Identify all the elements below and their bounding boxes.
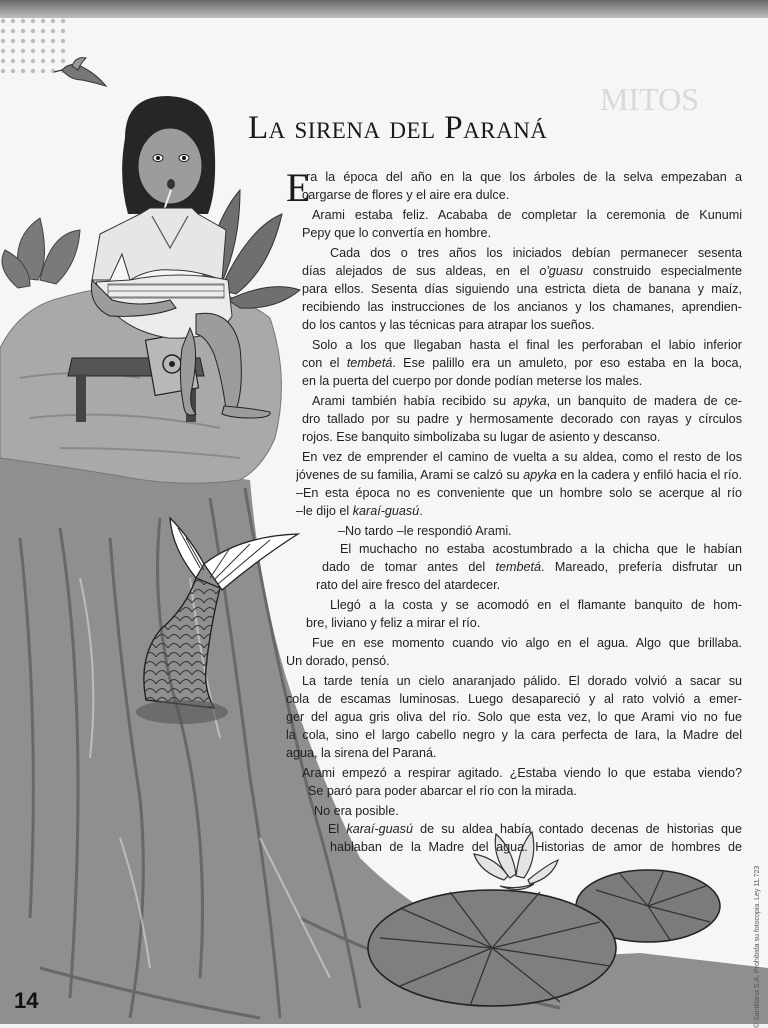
text-run: do los cantos y las técnicas para atrapar los sueños. (302, 318, 595, 332)
text-run: recibiendo las instrucciones de los ancianos y los chamanes, aprendien- (302, 300, 742, 314)
text-line (286, 690, 742, 708)
text-line (302, 354, 742, 372)
text-run: dro tallado por su padre y hermosamente decorado con rayas y círculos (302, 412, 742, 426)
story-title: La sirena del Paraná (248, 110, 548, 146)
text-line (312, 392, 742, 410)
text-run: de su aldea había contado decenas de historias que (412, 822, 742, 836)
text-line (302, 672, 742, 690)
italic-term: apyka (523, 468, 557, 482)
text-run: ger del agua gris oliva del río. Solo que esta vez, lo que Arami vio no fue (286, 710, 742, 724)
text-run: en la puerta del cuerpo por donde podían meterse los males. (302, 374, 643, 388)
corner-dots-top (0, 18, 70, 78)
text-run: cargarse de flores y el aire era dulce. (302, 188, 510, 202)
text-line (338, 522, 512, 540)
text-line (306, 168, 742, 186)
text-run: jóvenes de su familia, Arami se calzó su (296, 468, 524, 482)
text-line (330, 244, 742, 262)
text-line (302, 410, 742, 428)
text-run: El (328, 822, 347, 836)
text-line (312, 336, 742, 354)
italic-term: apyka (513, 394, 547, 408)
text-run: –No tardo –le respondió Arami. (338, 524, 512, 538)
italic-term: o'guasu (539, 264, 584, 278)
text-run: Arami también había recibido su (312, 394, 514, 408)
text-run: El muchacho no estaba acostumbrado a la chicha que le habían (340, 542, 742, 556)
text-run: . (419, 504, 423, 518)
text-line (316, 576, 500, 594)
italic-term: karaí-guasú (352, 504, 420, 518)
text-line (302, 280, 742, 298)
text-line (302, 448, 742, 466)
ghost-heading: MITOS (600, 81, 699, 117)
text-run: ra la época del año en la que los árboles de la selva empezaban a (306, 170, 742, 184)
text-line (286, 652, 390, 670)
text-line (328, 820, 742, 838)
text-line (302, 224, 491, 242)
text-run: . Mareado, prefería disfrutar un (541, 560, 742, 574)
text-run: –le dijo el (296, 504, 353, 518)
text-run: Cada dos o tres años los iniciados debían permanecer sesenta (330, 246, 742, 260)
text-run: La tarde tenía un cielo anaranjado pálido. El dorado volvió a sacar su (302, 674, 742, 688)
text-line (296, 502, 423, 520)
text-line (296, 484, 742, 502)
story-text (0, 165, 768, 854)
text-run: Un dorado, pensó. (286, 654, 390, 668)
italic-term: karaí-guasú (346, 822, 413, 836)
text-run: Arami estaba feliz. Acababa de completar la ceremonia de Kunumi (312, 208, 742, 222)
text-run: , un banquito de madera de ce- (546, 394, 742, 408)
text-run: dado de tomar antes del (322, 560, 496, 574)
text-run: para ellos. Sesenta días siguiendo una estricta dieta de banana y maíz, (302, 282, 742, 296)
text-line (340, 540, 742, 558)
scan-top-edge (0, 0, 768, 18)
text-run: En vez de emprender el camino de vuelta a su aldea, como el resto de los (302, 450, 742, 464)
text-run: hablaban de la Madre del agua. Historias de amor de hombres de (330, 840, 742, 854)
text-line (302, 372, 642, 390)
text-run: rojos. Ese banquito simbolizaba su lugar de asiento y descanso. (302, 430, 661, 444)
page-number: 14 (14, 988, 39, 1013)
text-line (322, 558, 742, 576)
text-run: la cola, sino el largo cabello negro y la cara perfecta de Iara, la Madre del (286, 728, 742, 742)
text-line (312, 206, 742, 224)
book-page (0, 18, 768, 1028)
text-run: con el (302, 356, 347, 370)
text-run: No era posible. (314, 804, 399, 818)
text-run: Solo a los que llegaban hasta el final les perforaban el labio inferior (312, 338, 742, 352)
text-line (302, 764, 742, 782)
text-line (302, 186, 509, 204)
text-line (314, 802, 399, 820)
text-line (286, 708, 742, 726)
text-line (302, 316, 595, 334)
text-line (308, 782, 577, 800)
text-line (330, 838, 742, 856)
drop-cap: E (286, 165, 311, 210)
text-line (286, 744, 437, 762)
text-line (330, 596, 742, 614)
text-run: en la cadera y enfiló hacia el río. (556, 468, 742, 482)
text-line (312, 634, 742, 652)
text-line (302, 298, 742, 316)
text-run: Arami empezó a respirar agitado. ¿Estaba viendo lo que estaba viendo? (302, 766, 742, 780)
text-run: Se paró para poder abarcar el río con la mirada. (308, 784, 577, 798)
text-line (302, 428, 660, 446)
text-run: Llegó a la costa y se acomodó en el flamante banquito de hom- (330, 598, 742, 612)
text-line (296, 466, 742, 484)
text-line (286, 726, 742, 744)
text-run: cola de escamas luminosas. Luego desapareció y al rato volvió a emer- (286, 692, 742, 706)
text-run: construido especialmente (583, 264, 742, 278)
text-line (306, 614, 480, 632)
italic-term: tembetá (346, 356, 393, 370)
text-run: . Ese palillo era un amuleto, por eso estaba en la boca, (392, 356, 742, 370)
text-run: –En esta época no es conveniente que un hombre solo se acerque al río (296, 486, 742, 500)
text-line (302, 262, 742, 280)
text-run: Pepy que lo convertía en hombre. (302, 226, 492, 240)
text-run: rato del aire fresco del atardecer. (316, 578, 501, 592)
copyright-credit: © Santillana S.A. Prohibida su fotocopia. Ley 11.723 (754, 865, 761, 1028)
text-run: días alejados de sus aldeas, en el (302, 264, 540, 278)
text-run: Fue en ese momento cuando vio algo en el agua. Algo que brillaba. (312, 636, 742, 650)
italic-term: tembetá (495, 560, 542, 574)
text-run: bre, liviano y feliz a mirar el río. (306, 616, 481, 630)
text-run: agua, la sirena del Paraná. (286, 746, 437, 760)
